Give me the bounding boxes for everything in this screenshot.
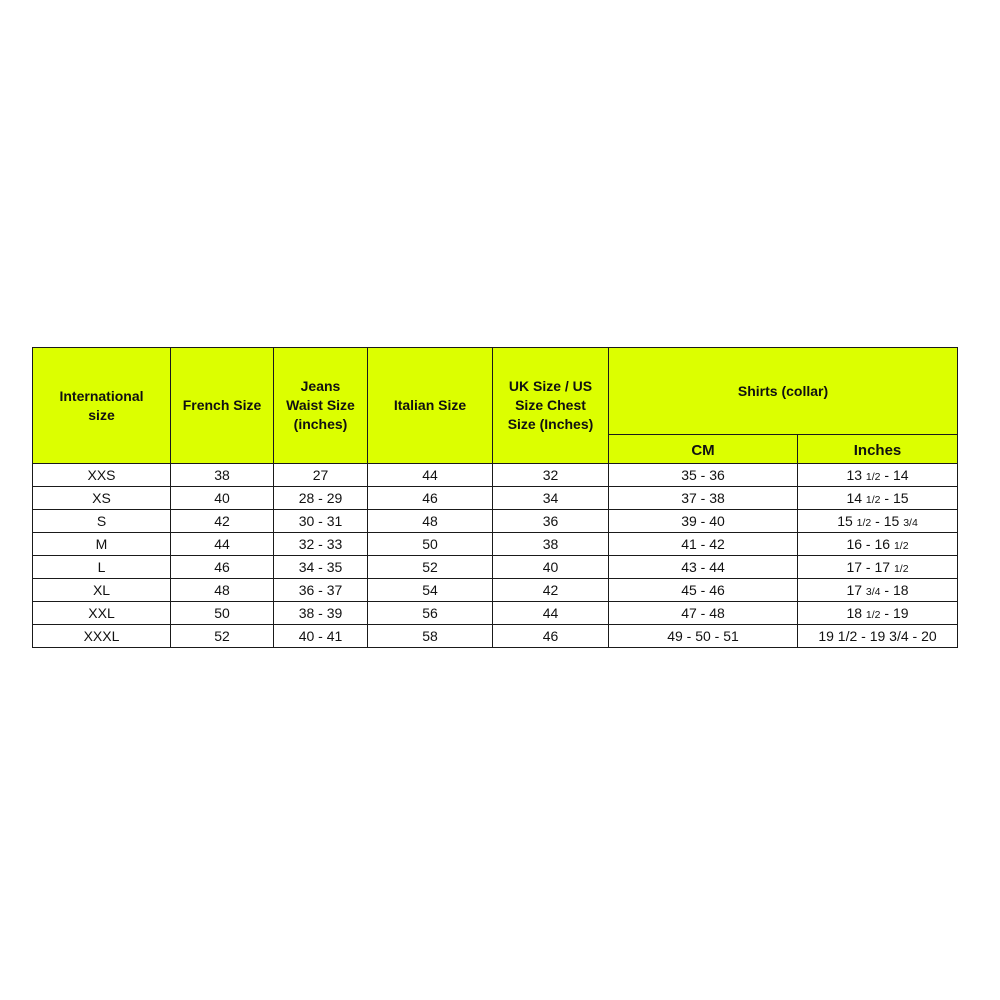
cell-intl: XXXL [33,625,171,648]
cell-chest: 32 [493,464,609,487]
inches-segment: 16 - 16 [846,536,894,552]
cell-italian: 46 [368,487,493,510]
header-italian-size: Italian Size [368,348,493,464]
cell-chest: 38 [493,533,609,556]
inches-segment: 3/4 [865,586,881,598]
table-row [33,510,958,533]
cell-inches [798,579,958,602]
cell-jeans: 27 [274,464,368,487]
cell-intl: XL [33,579,171,602]
inches-segment: - 14 [880,467,909,483]
table-row [33,602,958,625]
cell-chest: 46 [493,625,609,648]
cell-italian: 44 [368,464,493,487]
cell-intl: XXS [33,464,171,487]
header-uk-us-chest-size: UK Size / US Size Chest Size (Inches) [493,348,609,464]
inches-segment: 3/4 [903,517,918,529]
cell-jeans: 30 - 31 [274,510,368,533]
cell-cm: 41 - 42 [609,533,798,556]
cell-chest: 36 [493,510,609,533]
cell-cm: 49 - 50 - 51 [609,625,798,648]
table-row [33,464,958,487]
inches-segment: - 18 [880,582,909,598]
cell-jeans: 38 - 39 [274,602,368,625]
inches-segment: 15 [837,513,857,529]
cell-cm: 47 - 48 [609,602,798,625]
header-french-size: French Size [171,348,274,464]
cell-italian: 58 [368,625,493,648]
cell-french: 46 [171,556,274,579]
cell-cm: 43 - 44 [609,556,798,579]
cell-cm: 37 - 38 [609,487,798,510]
inches-segment: 18 [846,605,866,621]
header-shirts-collar: Shirts (collar) [609,348,958,435]
cell-cm: 35 - 36 [609,464,798,487]
cell-italian: 50 [368,533,493,556]
cell-intl: XXL [33,602,171,625]
inches-segment: 1/2 [865,471,881,483]
table-row [33,579,958,602]
cell-italian: 48 [368,510,493,533]
cell-inches [798,510,958,533]
cell-chest: 42 [493,579,609,602]
cell-jeans: 28 - 29 [274,487,368,510]
inches-segment: 1/2 [865,494,881,506]
inches-segment: - 15 [880,490,909,506]
cell-french: 52 [171,625,274,648]
cell-inches [798,487,958,510]
cell-intl: XS [33,487,171,510]
header-row [33,348,958,435]
cell-jeans: 32 - 33 [274,533,368,556]
cell-inches [798,556,958,579]
cell-french: 38 [171,464,274,487]
cell-italian: 54 [368,579,493,602]
cell-french: 44 [171,533,274,556]
cell-italian: 52 [368,556,493,579]
cell-chest: 40 [493,556,609,579]
cell-cm: 39 - 40 [609,510,798,533]
table-row [33,533,958,556]
cell-jeans: 40 - 41 [274,625,368,648]
inches-segment: 1/2 [856,517,872,529]
inches-segment: - 15 [871,513,904,529]
inches-segment: - 19 [880,605,909,621]
size-chart-table [32,347,958,648]
cell-jeans: 34 - 35 [274,556,368,579]
table-row [33,556,958,579]
cell-french: 50 [171,602,274,625]
cell-chest: 44 [493,602,609,625]
cell-french: 48 [171,579,274,602]
inches-segment: 13 [846,467,866,483]
inches-segment: 19 1/2 - 19 3/4 - 20 [818,628,937,644]
inches-segment: 1/2 [865,609,881,621]
cell-italian: 56 [368,602,493,625]
header-jeans-waist-size: Jeans Waist Size (inches) [274,348,368,464]
cell-inches [798,602,958,625]
cell-inches [798,625,958,648]
header-international-size: International size [33,348,171,464]
cell-intl: L [33,556,171,579]
inches-segment: 1/2 [893,563,909,575]
inches-segment: 17 - 17 [846,559,894,575]
cell-inches [798,464,958,487]
inches-segment: 1/2 [893,540,909,552]
cell-cm: 45 - 46 [609,579,798,602]
cell-inches [798,533,958,556]
size-rows [33,464,958,648]
table-row [33,625,958,648]
cell-intl: S [33,510,171,533]
cell-intl: M [33,533,171,556]
cell-chest: 34 [493,487,609,510]
table-row [33,487,958,510]
cell-french: 40 [171,487,274,510]
inches-segment: 17 [846,582,866,598]
inches-segment: 14 [846,490,866,506]
header-cm: CM [609,435,798,464]
cell-jeans: 36 - 37 [274,579,368,602]
cell-french: 42 [171,510,274,533]
header-inches: Inches [798,435,958,464]
